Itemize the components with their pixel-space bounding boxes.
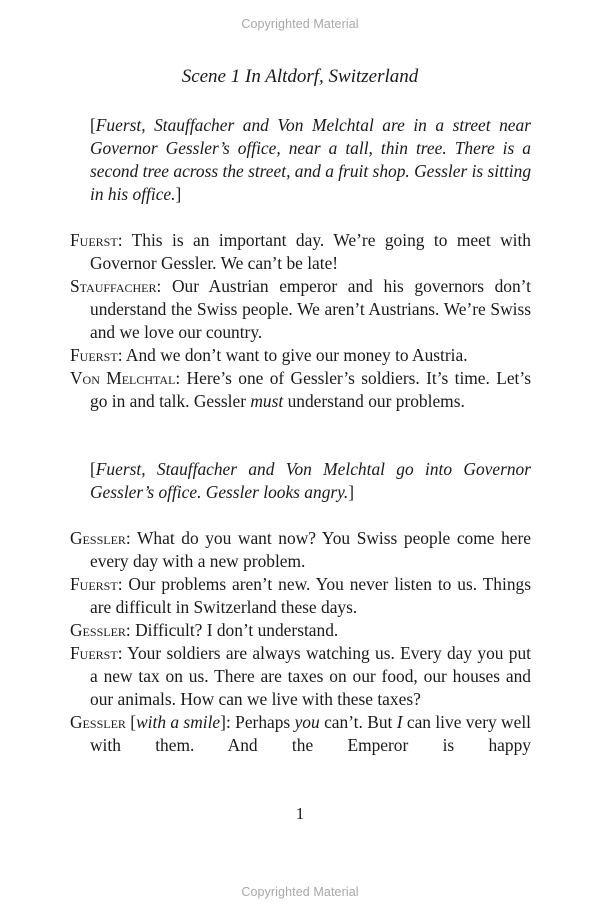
dialogue-line <box>70 229 531 275</box>
speech-text: : What do you want now? You Swiss people come here every day with a new problem. <box>90 528 531 571</box>
speech-text: : Your soldiers are always watching us. Every day you put a new tax on us. There are taxes on our food, our houses and our animals. How can we live with these taxes? <box>90 643 531 709</box>
dialogue-line <box>70 619 531 642</box>
dialogue-block-1 <box>70 229 531 413</box>
bracket-close: ] <box>348 482 355 502</box>
speaker-name: Fuerst <box>70 230 118 250</box>
bracket-close: ] <box>220 712 226 732</box>
stage-direction-text: Fuerst, Stauffacher and Von Melchtal go into Governor Gessler’s office. Gessler looks angry. <box>90 459 531 502</box>
speech-text: : Our problems aren’t new. You never listen to us. Things are difficult in Switzerland these days. <box>90 574 531 617</box>
speaker-name: Stauffacher <box>70 276 157 296</box>
dialogue-line <box>70 642 531 711</box>
dialogue-line <box>70 527 531 573</box>
stage-direction-inline: with a smile <box>136 712 221 732</box>
speech-text: : Our Austrian emperor and his governors don’t understand the Swiss people. We aren’t Austrians. We’re Swiss and we love our country. <box>90 276 531 342</box>
stage-direction-1 <box>90 114 531 206</box>
dialogue-block-2 <box>70 527 531 757</box>
speech-text: : This is an important day. We’re going to meet with Governor Gessler. We can’t be late! <box>90 230 531 273</box>
stage-direction-2 <box>90 458 531 504</box>
speech-text: understand our problems. <box>283 391 465 411</box>
bracket-open: [ <box>90 459 96 479</box>
bracket-open: [ <box>90 115 96 135</box>
speaker-name: Gessler <box>70 620 126 640</box>
emphasis: you <box>294 712 320 732</box>
speech-text: can’t. But <box>319 712 397 732</box>
dialogue-line <box>70 275 531 344</box>
speaker-name: Gessler <box>70 712 126 732</box>
watermark-top: Copyrighted Material <box>241 17 359 31</box>
speaker-name: Fuerst <box>70 574 118 594</box>
speech-text: : And we don’t want to give our money to Austria. <box>117 345 468 365</box>
page-number: 1 <box>295 804 305 823</box>
emphasis: I <box>396 712 403 732</box>
speech-text: : Here’s one of Gessler’s soldiers. It’s time. Let’s go in and talk. Gessler <box>90 368 531 411</box>
stage-direction-text: Fuerst, Stauffacher and Von Melchtal are in a street near Governor Gessler’s office, near a tall, thin tree. There is a second tree across the street, and a fruit shop. Gessler is sitting in his office. <box>90 115 532 204</box>
speech-text: : Perhaps <box>225 712 295 732</box>
speaker-name: Fuerst <box>70 345 118 365</box>
dialogue-line <box>70 344 531 367</box>
speech-text: : Difficult? I don’t understand. <box>125 620 339 640</box>
dialogue-line <box>70 367 531 413</box>
speaker-name: Gessler <box>70 528 126 548</box>
scene-title: Scene 1 In Altdorf, Switzerland <box>181 66 419 87</box>
watermark-bottom: Copyrighted Material <box>241 885 359 899</box>
bracket-close: ] <box>175 184 182 204</box>
emphasis: must <box>250 391 284 411</box>
bracket-open: [ <box>125 712 137 732</box>
dialogue-line <box>70 573 531 619</box>
speaker-name: Fuerst <box>70 643 118 663</box>
dialogue-line <box>70 711 531 757</box>
speech-text: can live very well with them. And the Emperor is happy <box>90 712 531 755</box>
speaker-name: Von Melchtal <box>70 368 176 388</box>
